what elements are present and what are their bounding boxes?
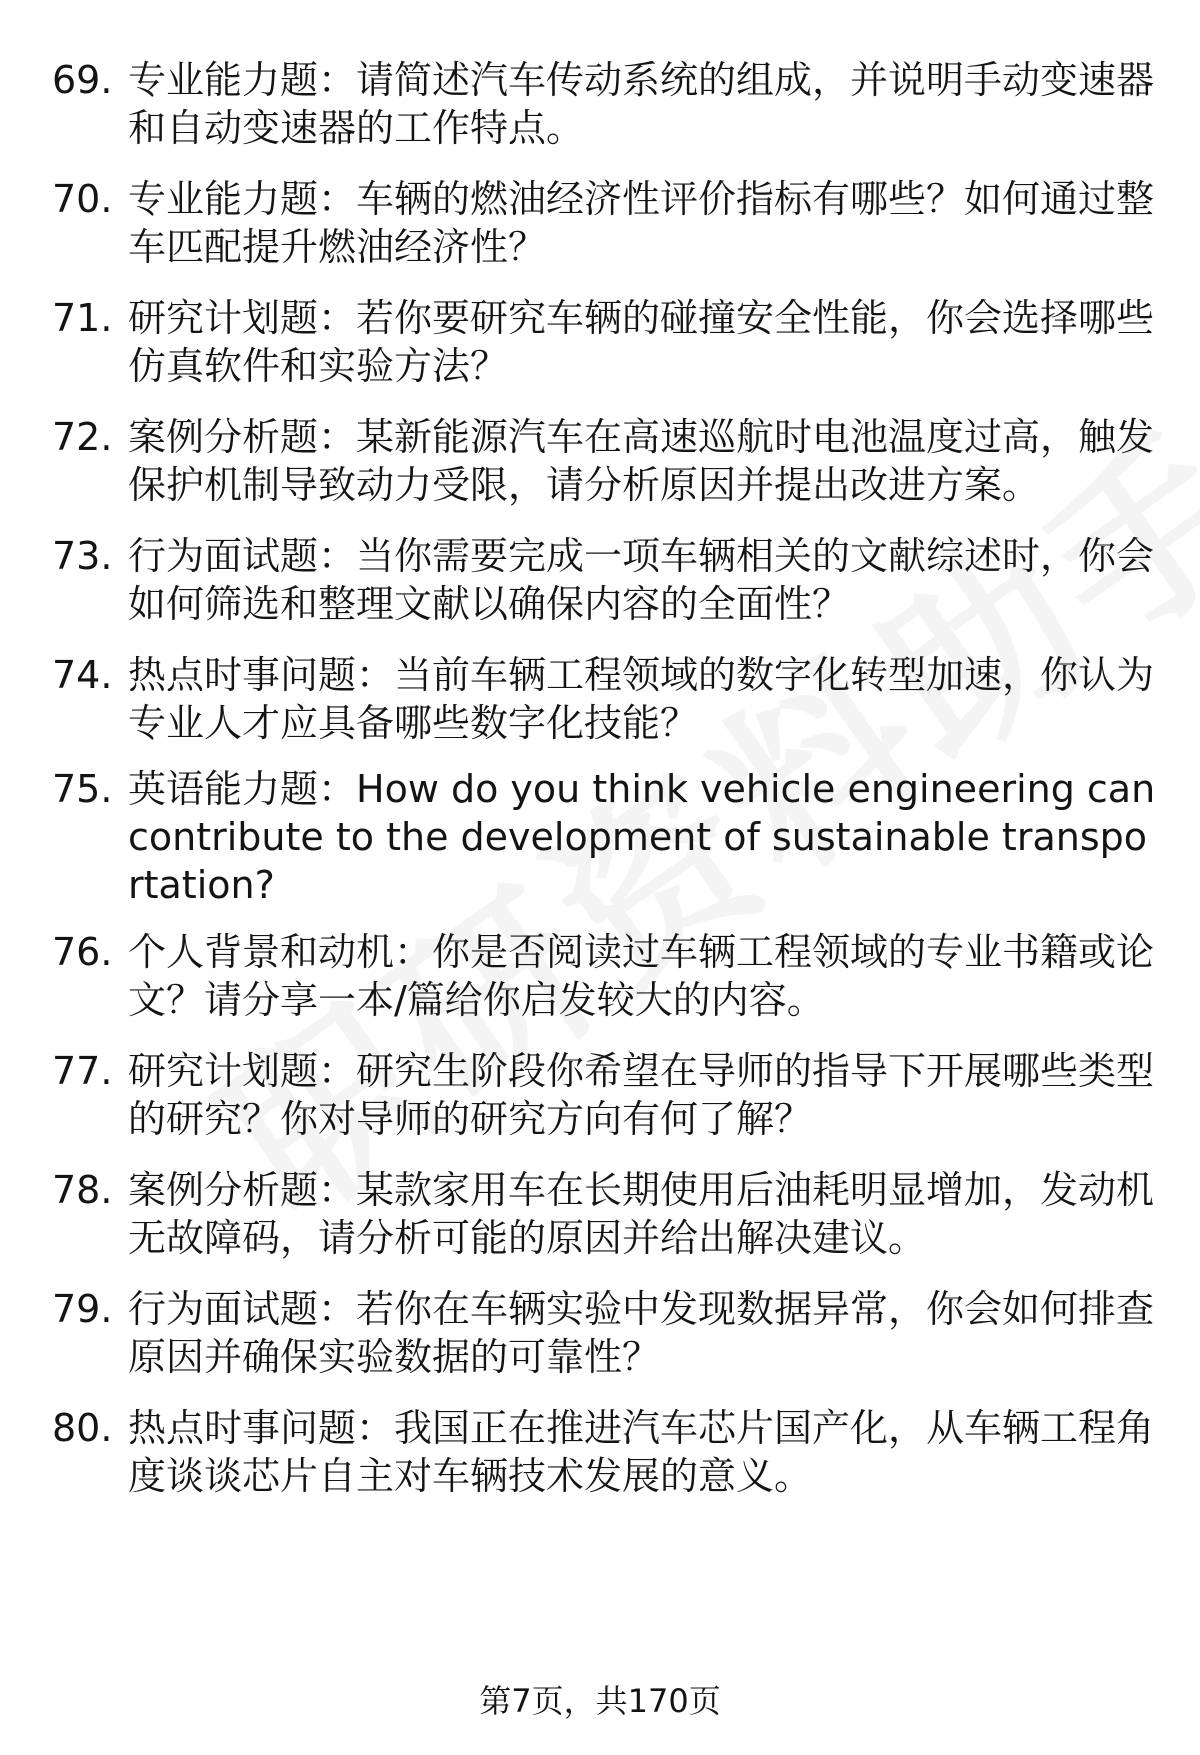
question-text: 个人背景和动机：你是否阅读过车辆工程领域的专业书籍或论文？请分享一本/篇给你启发较大的内容。 <box>128 930 1155 1022</box>
page-number-footer: 第7页，共170页 <box>479 1682 721 1720</box>
question-number: 73. <box>52 534 113 578</box>
question-text: 专业能力题：请简述汽车传动系统的组成，并说明手动变速器和自动变速器的工作特点。 <box>128 58 1155 150</box>
question-text: 专业能力题：车辆的燃油经济性评价指标有哪些？如何通过整车匹配提升燃油经济性？ <box>128 177 1155 269</box>
question-number: 71. <box>52 296 113 340</box>
question-text: 案例分析题：某新能源汽车在高速巡航时电池温度过高，触发保护机制导致动力受限，请分析原因并提出改进方案。 <box>128 415 1155 507</box>
question-number: 75. <box>52 767 113 811</box>
question-number: 70. <box>52 177 113 221</box>
question-text: 英语能力题：How do you think vehicle engineering can contribute to the development of sustainable transportation? <box>128 767 1156 907</box>
question-text: 研究计划题：研究生阶段你希望在导师的指导下开展哪些类型的研究？你对导师的研究方向有何了解？ <box>128 1049 1155 1141</box>
question-number: 76. <box>52 930 113 974</box>
question-text: 行为面试题：当你需要完成一项车辆相关的文献综述时，你会如何筛选和整理文献以确保内容的全面性？ <box>128 534 1155 626</box>
question-text: 热点时事问题：我国正在推进汽车芯片国产化，从车辆工程角度谈谈芯片自主对车辆技术发展的意义。 <box>128 1406 1155 1498</box>
question-text: 研究计划题：若你要研究车辆的碰撞安全性能，你会选择哪些仿真软件和实验方法？ <box>128 296 1155 388</box>
question-text: 行为面试题：若你在车辆实验中发现数据异常，你会如何排查原因并确保实验数据的可靠性？ <box>128 1287 1155 1379</box>
question-number: 77. <box>52 1049 113 1093</box>
question-number: 79. <box>52 1287 113 1331</box>
question-text: 热点时事问题：当前车辆工程领域的数字化转型加速，你认为专业人才应具备哪些数字化技能？ <box>128 653 1155 745</box>
question-number: 72. <box>52 415 113 459</box>
question-number: 78. <box>52 1168 113 1212</box>
question-number: 69. <box>52 58 113 102</box>
question-text: 案例分析题：某款家用车在长期使用后油耗明显增加，发动机无故障码，请分析可能的原因并给出解决建议。 <box>128 1168 1155 1260</box>
question-number: 74. <box>52 653 113 697</box>
question-number: 80. <box>52 1406 113 1450</box>
